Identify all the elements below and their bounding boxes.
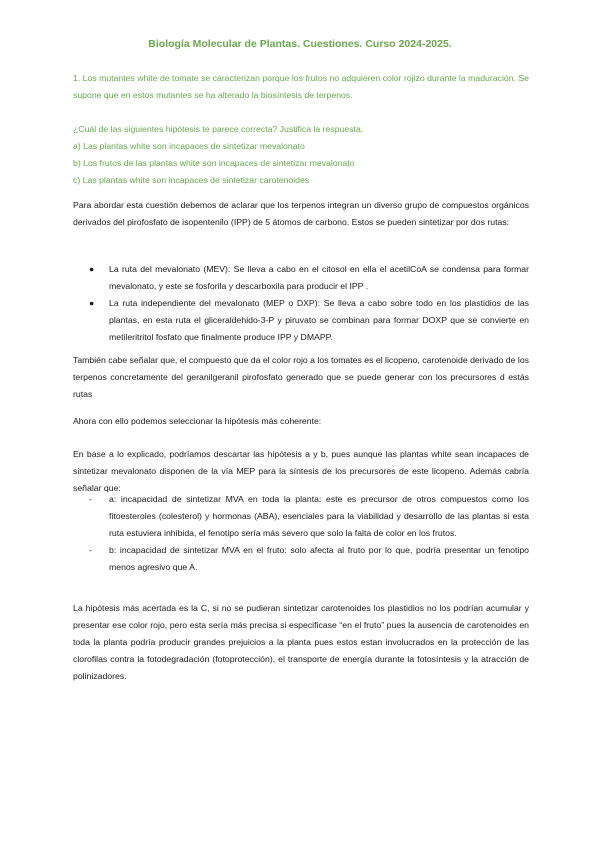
- dash-icon: -: [89, 545, 92, 555]
- hypothesis-points-list: [73, 491, 529, 576]
- route-mev-text: La ruta del mevalonato (MEV): Se lleva a cabo en el citosol en ella el acetilCoA se condensa para formar mevalonato, y este se fosforila y descarboxila para producir el IPP .: [109, 264, 529, 291]
- transition-text: Ahora con ello podemos seleccionar la hipótesis más coherente:: [73, 416, 322, 426]
- question-prompt: ¿Cuál de las siguientes hipótesis te parece correcta? Justifica la respuesta.: [73, 124, 364, 134]
- discard-paragraph: [73, 446, 529, 497]
- routes-list: [73, 261, 529, 346]
- licopeno-text: También cabe señalar que, el compuesto que da el color rojo a los tomates es el licopeno, carotenoide derivado de los terpenos concretamente del geranilgeranil pirofosfato generado que se puede generar con los precursores d estás rutas: [73, 355, 529, 399]
- point-a-text: a: incapacidad de sintetizar MVA en toda la planta: este es precursor de otros compuestos como los fitoesteroles (colesterol) y hormonas (ABA), esenciales para la viabilidad y desarrollo de las plantas si esta ruta estuviera inhibida, el fenotipo sería más severo que solo la falta de color en los frutos.: [109, 494, 529, 538]
- document-title: Biología Molecular de Plantas. Cuestiones. Curso 2024-2025.: [148, 38, 452, 50]
- option-c: c) Las plantas white son incapaces de sintetizar carotenoides: [73, 175, 310, 185]
- licopeno-paragraph: [73, 352, 529, 403]
- intro-paragraph: [73, 197, 529, 231]
- question-prompt-block: [73, 121, 529, 189]
- option-a: a) Las plantas white son incapaces de sintetizar mevalonato: [73, 141, 305, 151]
- list-item: [73, 491, 529, 542]
- list-item: [73, 261, 529, 295]
- option-b: b) Los frutos de las plantas white son incapaces de sintetizar mevalonato: [73, 158, 355, 168]
- list-item: [73, 542, 529, 576]
- list-item: [73, 295, 529, 346]
- conclusion-text: La hipótesis más acertada es la C, si no se pudieran sintetizar carotenoides los plastidios no los podrían acumular y presentar ese color rojo, pero esta sería más precisa si especificase “en el fruto” pues la ausencia de carotenoides en toda la planta podría producir grandes prejuicios a la planta pues estos estan involucrados en la protección de las clorofilas contra la fotodegradación (fotoprotección), el transporte de energía durante la fotosíntesis y la atracción de polinizadores.: [73, 603, 529, 681]
- bullet-icon: ●: [89, 264, 95, 274]
- route-mep-text: La ruta independiente del mevalonato (MEP o DXP): Se lleva a cabo sobre todo en los plastidios de las plantas, en esta ruta el gliceraldehido-3-P y piruvato se combinan para formar DOXP que se convierte en metileritritol fosfato que finalmente produce IPP y DMAPP.: [109, 298, 529, 342]
- bullet-icon: ●: [89, 298, 95, 308]
- discard-text: En base a lo explicado, podríamos descartar las hipótesis a y b, pues aunque las plantas white sean incapaces de sintetizar mevalonato disponen de la vía MEP para la síntesis de los precursores de este licopeno. Además cabría señalar que:: [73, 449, 529, 493]
- point-b-text: b: incapacidad de sintetizar MVA en el fruto: solo afecta al fruto por lo que, podría presentar un fenotipo menos agresivo que A.: [109, 545, 529, 572]
- transition-paragraph: [73, 413, 529, 430]
- intro-text: Para abordar esta cuestión debemos de aclarar que los terpenos integran un diverso grupo de compuestos orgánicos derivados del pirofosfato de isopentenilo (IPP) de 5 átomos de carbono. Estos se pueden sintetizar por dos rutas:: [73, 200, 529, 227]
- conclusion-paragraph: [73, 600, 529, 685]
- dash-icon: -: [89, 494, 92, 504]
- question-statement: [73, 70, 529, 104]
- question-statement-text: 1. Los mutantes white de tomate se caracterizan porque los frutos no adquieren color rojizo durante la maduración. Se supone que en estos mutantes se ha alterado la biosíntesis de terpenos.: [73, 73, 529, 100]
